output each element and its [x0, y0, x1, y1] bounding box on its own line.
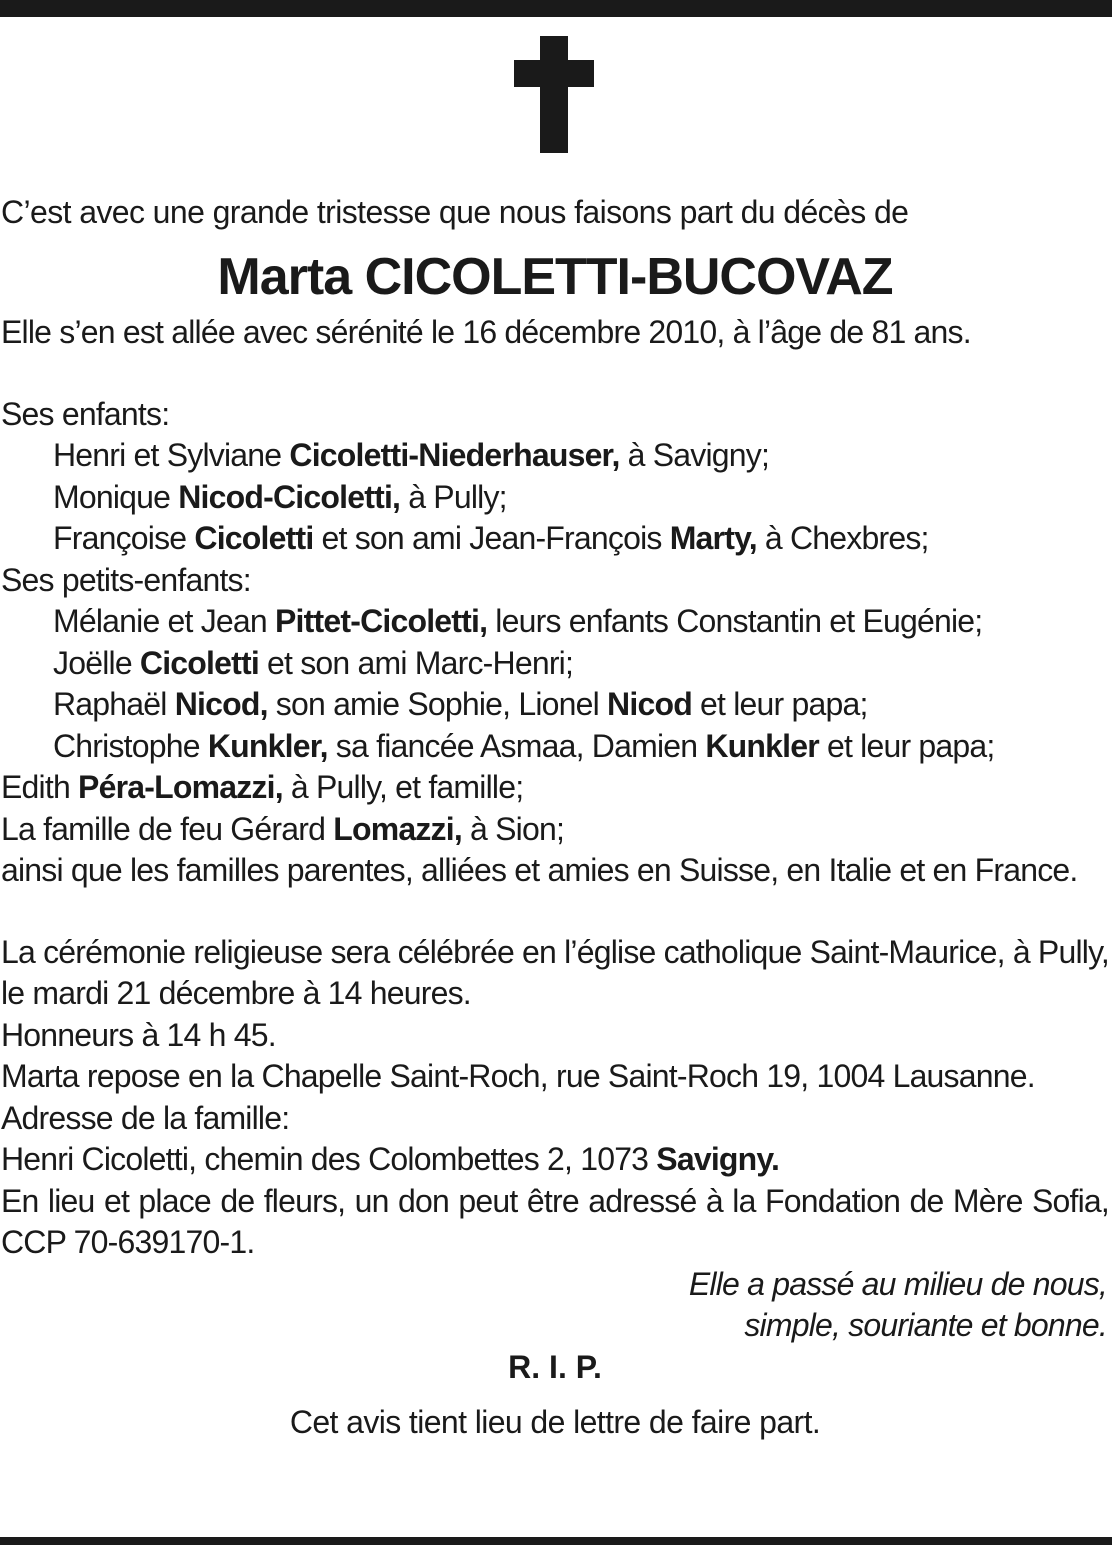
address-label: Adresse de la famille: [1, 1099, 290, 1136]
death-date-line: Elle s’en est allée avec sérénité le 16 décembre 2010, à l’âge de 81 ans. [1, 314, 971, 350]
notice-footer: Cet avis tient lieu de lettre de faire part. [289, 1404, 821, 1440]
epitaph-line-2: simple, souriante et bonne. [744, 1307, 1107, 1343]
family-entry: Mélanie et Jean Pittet-Cicoletti, leurs enfants Constantin et Eugénie; [53, 603, 983, 639]
epitaph-line-1: Elle a passé au milieu de nous, [688, 1265, 1107, 1302]
top-border-rule [0, 0, 1112, 17]
deceased-name: Marta CICOLETTI-BUCOVAZ [217, 248, 893, 306]
intro-text: C’est avec une grande tristesse que nous faisons part du décès de [1, 194, 909, 230]
bottom-border-rule [0, 1537, 1112, 1545]
grandchildren-label: Ses petits-enfants: [1, 561, 251, 598]
family-entry: Christophe Kunkler, sa fiancée Asmaa, Damien Kunkler et leur papa; [53, 727, 995, 764]
rip-text: R. I. P. [508, 1348, 602, 1385]
family-entry: Raphaël Nicod, son amie Sophie, Lionel Nicod et leur papa; [53, 686, 868, 722]
honneurs-line: Honneurs à 14 h 45. [1, 1016, 276, 1053]
family-entry: Edith Péra-Lomazzi, à Pully, et famille; [1, 769, 524, 805]
obituary-notice [1, 190, 1109, 1444]
family-entry: La famille de feu Gérard Lomazzi, à Sion; [1, 810, 565, 847]
family-entry: Françoise Cicoletti et son ami Jean-François Marty, à Chexbres; [53, 520, 929, 556]
ceremony-paragraph: La cérémonie religieuse sera célébrée en l’église catholique Saint-Maurice, à Pully, le mardi 21 décembre à 14 heures. [1, 933, 1109, 1011]
children-label: Ses enfants: [1, 395, 170, 432]
cross-icon [514, 36, 594, 153]
family-entry: Joëlle Cicoletti et son ami Marc-Henri; [53, 644, 574, 681]
family-entry: Monique Nicod-Cicoletti, à Pully; [53, 478, 507, 515]
family-entry: Henri et Sylviane Cicoletti-Niederhauser, à Savigny; [53, 437, 770, 473]
family-address: Henri Cicoletti, chemin des Colombettes 2, 1073 Savigny. [1, 1141, 780, 1177]
donation-paragraph: En lieu et place de fleurs, un don peut être adressé à la Fondation de Mère Sofia, CCP 70-639170-1. [1, 1182, 1109, 1260]
relatives-paragraph: ainsi que les familles parentes, alliées et amies en Suisse, en Italie et en France. [1, 852, 1078, 888]
chapel-line: Marta repose en la Chapelle Saint-Roch, rue Saint-Roch 19, 1004 Lausanne. [1, 1058, 1035, 1094]
